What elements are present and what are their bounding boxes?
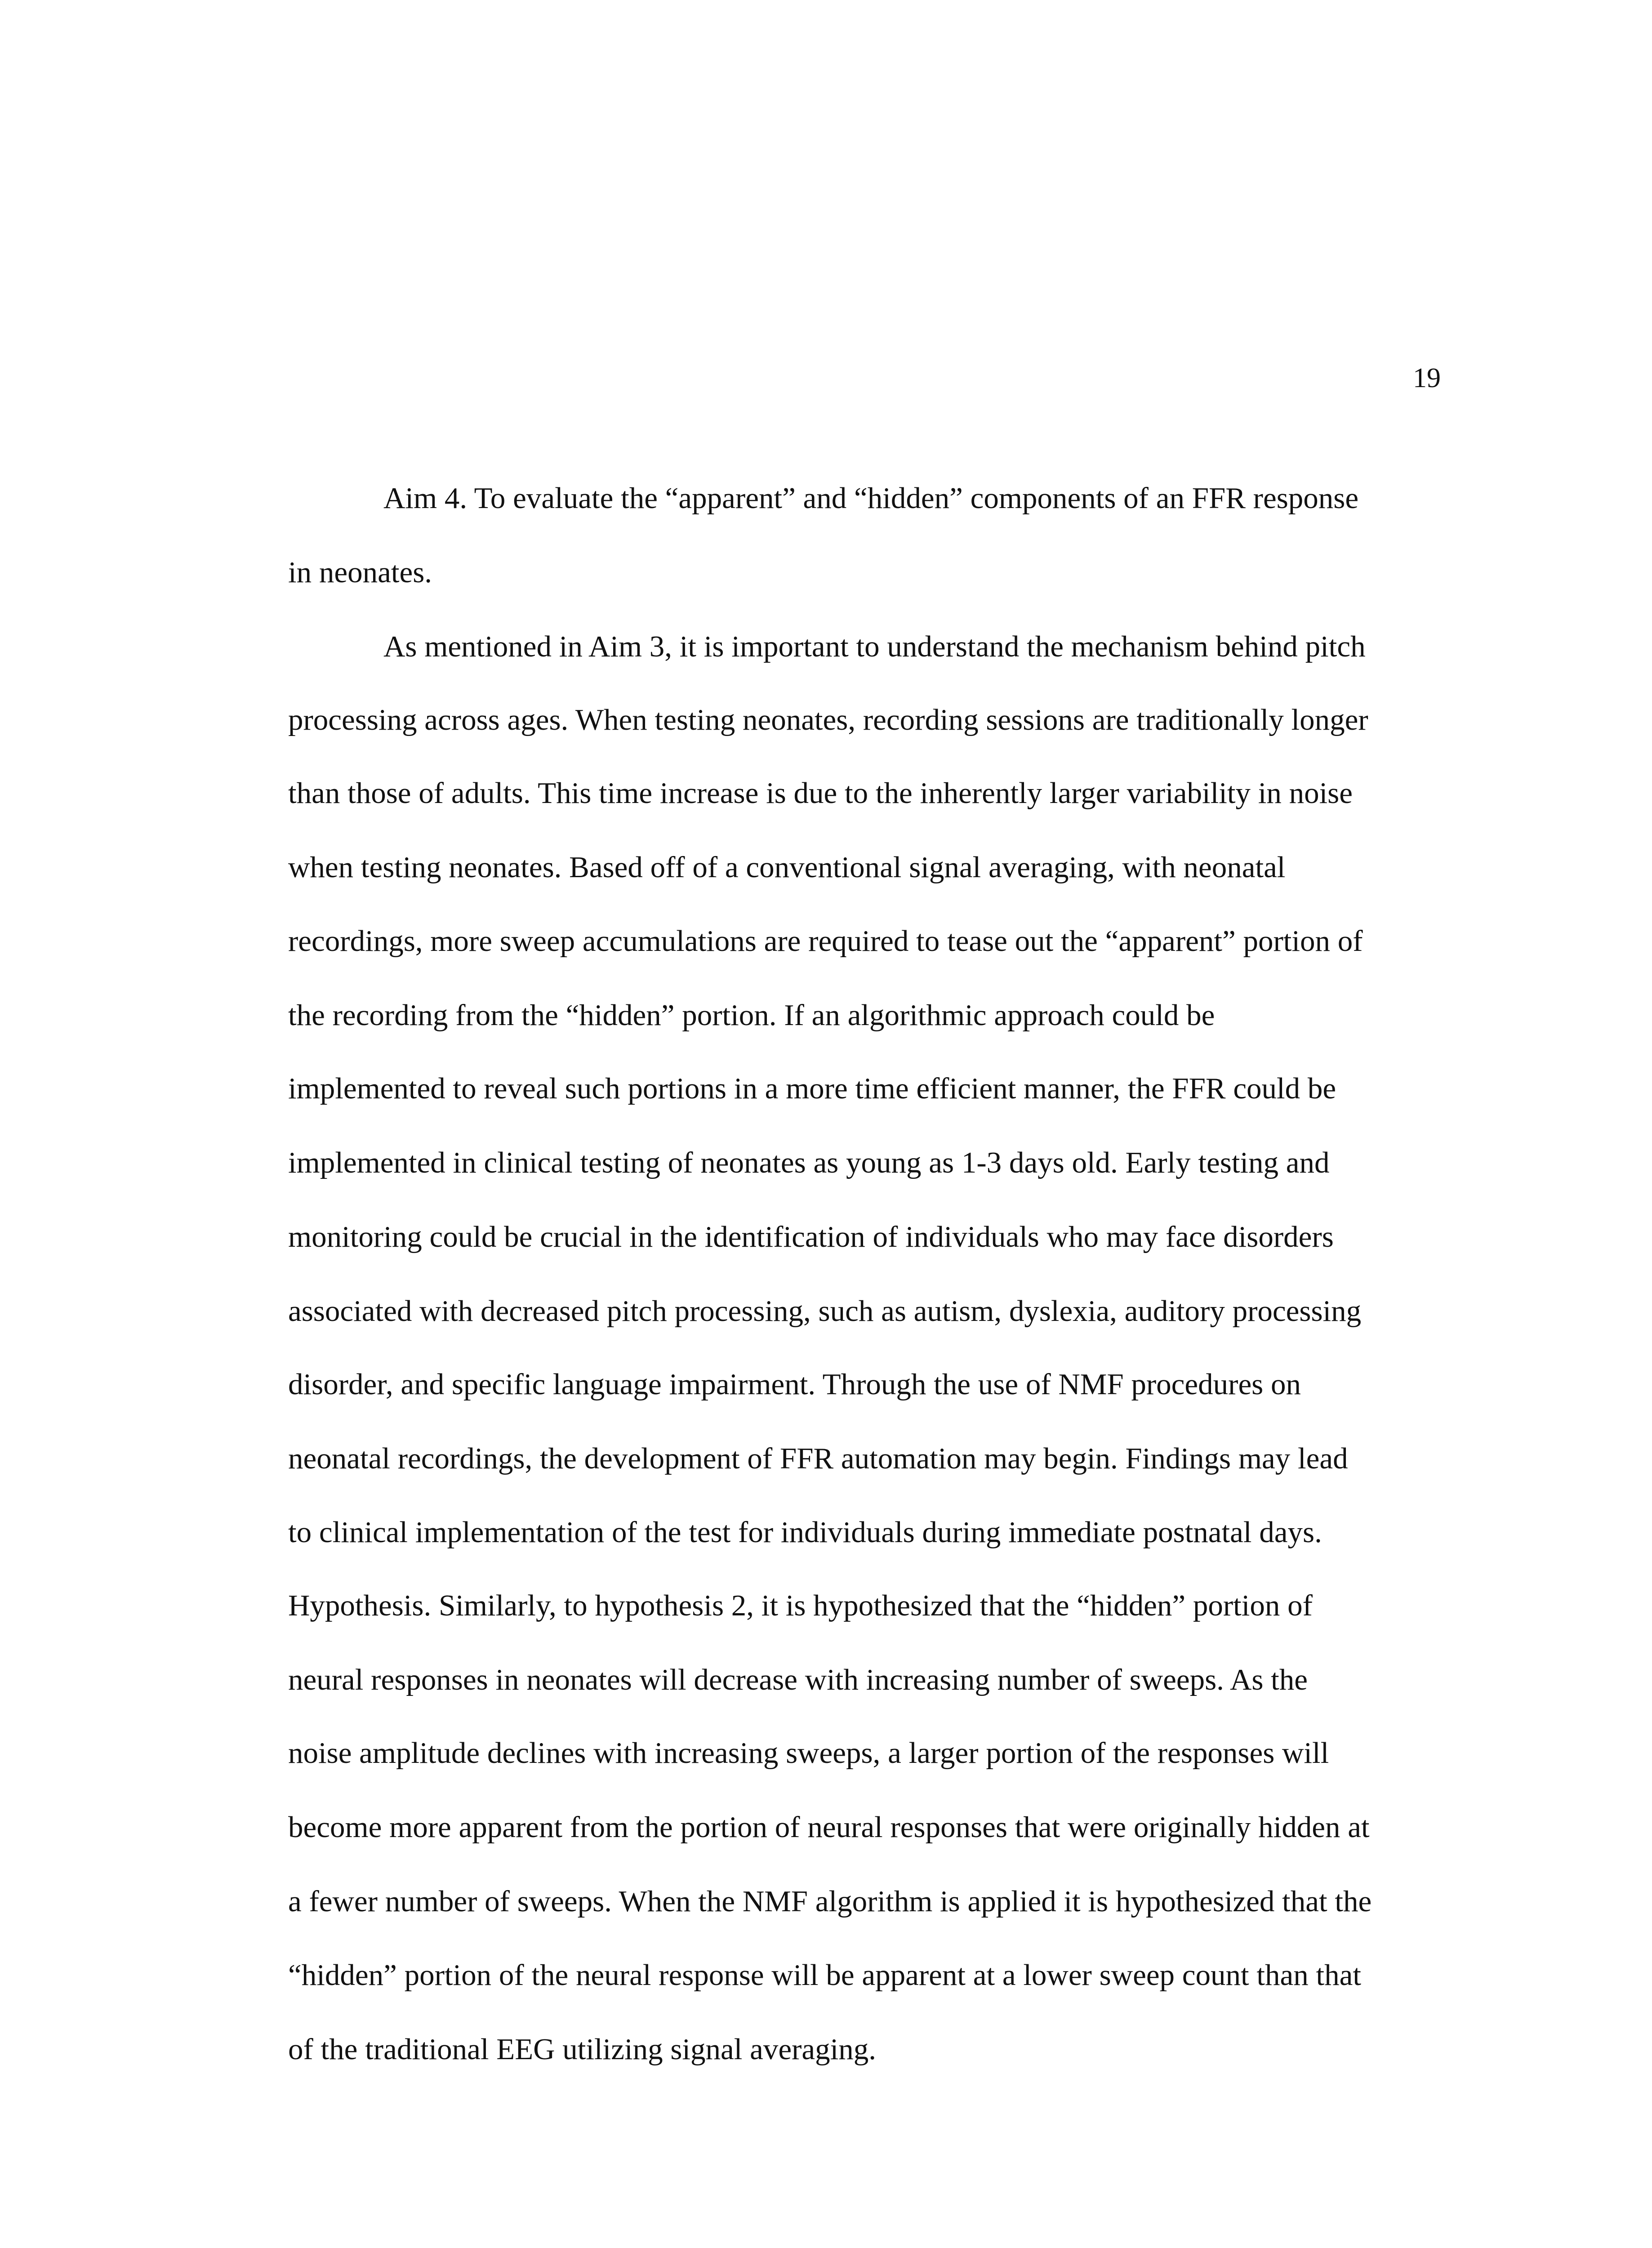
paragraph-line: implemented to reveal such portions in a more time efficient manner, the FFR could be [288, 1072, 1336, 1105]
paragraph-line: monitoring could be crucial in the identification of individuals who may face disorders [288, 1220, 1334, 1253]
paragraph-line: a fewer number of sweeps. When the NMF algorithm is applied it is hypothesized that the [288, 1885, 1372, 1918]
paragraph-line: than those of adults. This time increase is due to the inherently larger variability in noise [288, 776, 1353, 810]
paragraph-line: “hidden” portion of the neural response will be apparent at a lower sweep count than that [288, 1958, 1361, 1992]
paragraph-line: noise amplitude declines with increasing sweeps, a larger portion of the responses will [288, 1736, 1329, 1770]
aim4-heading-line: Aim 4. To evaluate the “apparent” and “hidden” components of an FFR response [383, 482, 1359, 515]
paragraph-line: when testing neonates. Based off of a conventional signal averaging, with neonatal [288, 851, 1286, 884]
paragraph-line: recordings, more sweep accumulations are required to tease out the “apparent” portion of [288, 924, 1363, 958]
paragraph-line: in neonates. [288, 556, 432, 589]
paragraph-line: neonatal recordings, the development of FFR automation may begin. Findings may lead [288, 1442, 1348, 1475]
paragraph-line: disorder, and specific language impairment. Through the use of NMF procedures on [288, 1368, 1301, 1401]
paragraph-line: associated with decreased pitch processing, such as autism, dyslexia, auditory processing [288, 1294, 1362, 1328]
paragraph-line: As mentioned in Aim 3, it is important to understand the mechanism behind pitch [383, 630, 1366, 663]
paragraph-line: the recording from the “hidden” portion. If an algorithmic approach could be [288, 999, 1215, 1032]
paragraph-line: of the traditional EEG utilizing signal averaging. [288, 2033, 877, 2066]
paragraph-line: processing across ages. When testing neonates, recording sessions are traditionally longer [288, 703, 1368, 736]
paragraph-line: neural responses in neonates will decrease with increasing number of sweeps. As the [288, 1663, 1308, 1696]
paragraph-line: implemented in clinical testing of neonates as young as 1-3 days old. Early testing and [288, 1146, 1330, 1179]
page-number: 19 [1413, 363, 1441, 393]
hypothesis-line: Hypothesis. Similarly, to hypothesis 2, it is hypothesized that the “hidden” portion of [288, 1589, 1313, 1622]
paragraph-line: to clinical implementation of the test for individuals during immediate postnatal days. [288, 1516, 1322, 1549]
paragraph-line: become more apparent from the portion of neural responses that were originally hidden at [288, 1811, 1370, 1844]
